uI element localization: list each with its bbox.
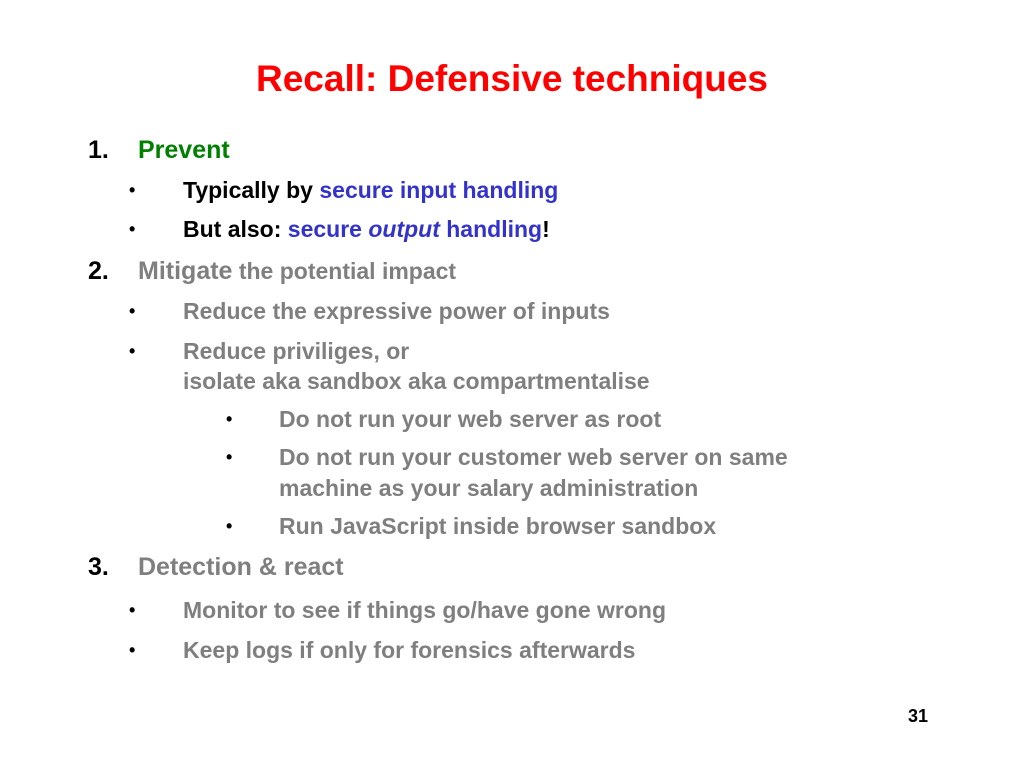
bullet-symbol: •	[129, 301, 136, 321]
section-2-heading: Mitigate	[138, 257, 233, 285]
section-3-bullet-1: Monitor to see if things go/have gone wrong	[183, 597, 666, 623]
section-1-number: 1.	[88, 136, 109, 164]
bullet-symbol: •	[226, 409, 233, 429]
sub-bullet-1: Do not run your web server as root	[279, 406, 662, 432]
section-3-number: 3.	[88, 553, 109, 581]
section-1-bullet-1	[183, 175, 558, 205]
bullet-symbol: •	[226, 447, 233, 467]
section-3-bullet-2: Keep logs if only for forensics afterwards	[183, 637, 636, 663]
bullet-symbol: •	[129, 600, 136, 620]
section-2-bullet-2-line-1: Reduce priviliges, or	[183, 338, 410, 364]
bullet-highlight: secure	[287, 216, 369, 242]
bullet-suffix: !	[542, 216, 550, 242]
sub-bullet-2-line-2: machine as your salary administration	[279, 475, 699, 501]
section-3-heading: Detection & react	[138, 553, 344, 581]
sub-bullet-2-line-1: Do not run your customer web server on same	[279, 444, 788, 470]
bullet-symbol: •	[129, 180, 136, 200]
sub-bullet-3: Run JavaScript inside browser sandbox	[279, 513, 717, 539]
section-2-heading-line	[138, 256, 456, 286]
bullet-symbol: •	[226, 516, 233, 536]
section-2-heading-rest: the potential impact	[232, 258, 457, 284]
section-2-bullet-2-line-2: isolate aka sandbox aka compartmentalise	[183, 368, 650, 394]
slide-title: Recall: Defensive techniques	[255, 58, 769, 99]
section-2-number: 2.	[88, 257, 109, 285]
section-1-bullet-2	[183, 214, 550, 244]
bullet-prefix: But also:	[183, 216, 288, 242]
page-number: 31	[908, 706, 929, 726]
bullet-highlight: secure input handling	[319, 177, 559, 203]
bullet-symbol: •	[129, 219, 136, 239]
bullet-symbol: •	[129, 341, 136, 361]
section-1-heading: Prevent	[138, 136, 230, 164]
section-2-bullet-1: Reduce the expressive power of inputs	[183, 298, 610, 324]
bullet-symbol: •	[129, 640, 136, 660]
bullet-highlight-italic: output	[368, 216, 440, 242]
bullet-highlight: handling	[439, 216, 543, 242]
bullet-prefix: Typically by	[183, 177, 320, 203]
